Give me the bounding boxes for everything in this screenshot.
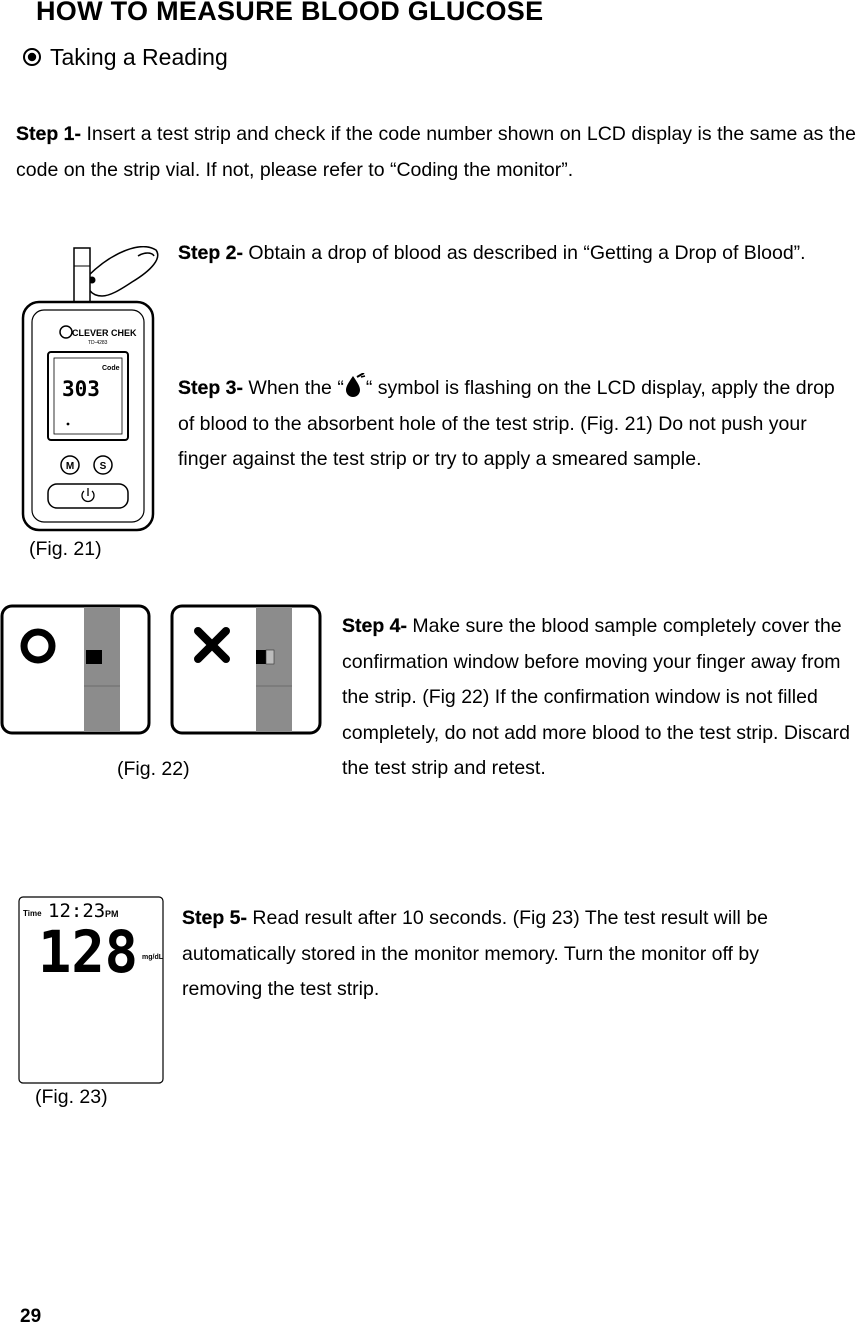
s-button-label: S xyxy=(99,461,107,472)
blood-drop-icon xyxy=(344,373,366,397)
lcd-reading: 128 xyxy=(38,918,138,986)
incorrect-example-panel xyxy=(172,606,320,733)
lcd-code-value: 303 xyxy=(62,377,100,401)
figure-23-lcd-illustration xyxy=(18,896,166,1084)
step-2 xyxy=(178,236,856,272)
figure-22-illustration xyxy=(0,604,324,736)
lcd-code-label: Code xyxy=(102,365,120,372)
step-1-label: Step 1- xyxy=(16,123,82,145)
figure-23-caption: (Fig. 23) xyxy=(35,1086,108,1108)
step-4-label: Step 4- xyxy=(342,615,408,637)
figure-21-caption: (Fig. 21) xyxy=(29,538,102,560)
step-3-text-pre: When the “ xyxy=(243,377,344,399)
step-3-text-post: “ symbol is flashing on the LCD display, apply the drop of blood to the absorbent hole of the test strip. (Fig. 21) Do not push your finger against the test strip or try to apply a smeared sample. xyxy=(178,377,835,470)
correct-example-panel xyxy=(2,606,149,733)
figure-21-meter-illustration xyxy=(20,246,162,532)
finger-icon xyxy=(87,247,158,296)
meter-brand: CLEVER CHEK xyxy=(72,328,137,338)
step-2-text: Obtain a drop of blood as described in “Getting a Drop of Blood”. xyxy=(243,242,806,264)
step-2-label: Step 2- xyxy=(178,242,244,264)
step-1 xyxy=(16,117,856,188)
page-title: HOW TO MEASURE BLOOD GLUCOSE xyxy=(36,0,544,26)
section-heading xyxy=(22,44,228,71)
bullet-circle-icon xyxy=(22,47,42,67)
step-3-label: Step 3- xyxy=(178,377,244,399)
section-title: Taking a Reading xyxy=(50,44,228,70)
step-5 xyxy=(182,901,842,1008)
lcd-ampm: PM xyxy=(105,909,119,919)
step-3 xyxy=(178,371,856,478)
step-4 xyxy=(342,609,856,787)
step-4-text: Make sure the blood sample completely cover the confirmation window before moving your finger away from the strip. (Fig 22) If the confirmation window is not filled completely, do not add more blood to the test strip. Discard the test strip and retest. xyxy=(342,615,850,779)
step-5-text: Read result after 10 seconds. (Fig 23) The test result will be automatically stored in the monitor memory. Turn the monitor off by removing the test strip. xyxy=(182,907,768,1000)
step-1-text: Insert a test strip and check if the code number shown on LCD display is the same as the code on the strip vial. If not, please refer to “Coding the monitor”. xyxy=(16,123,856,181)
lcd-time-value: 12:23 xyxy=(48,900,106,922)
meter-model: TD-4283 xyxy=(88,340,108,346)
figure-22-caption: (Fig. 22) xyxy=(117,758,190,780)
lcd-unit: mg/dL xyxy=(142,954,163,961)
m-button-label: M xyxy=(65,461,75,472)
step-5-label: Step 5- xyxy=(182,907,248,929)
page-number: 29 xyxy=(20,1306,42,1327)
lcd-time-label: Time xyxy=(23,909,42,918)
